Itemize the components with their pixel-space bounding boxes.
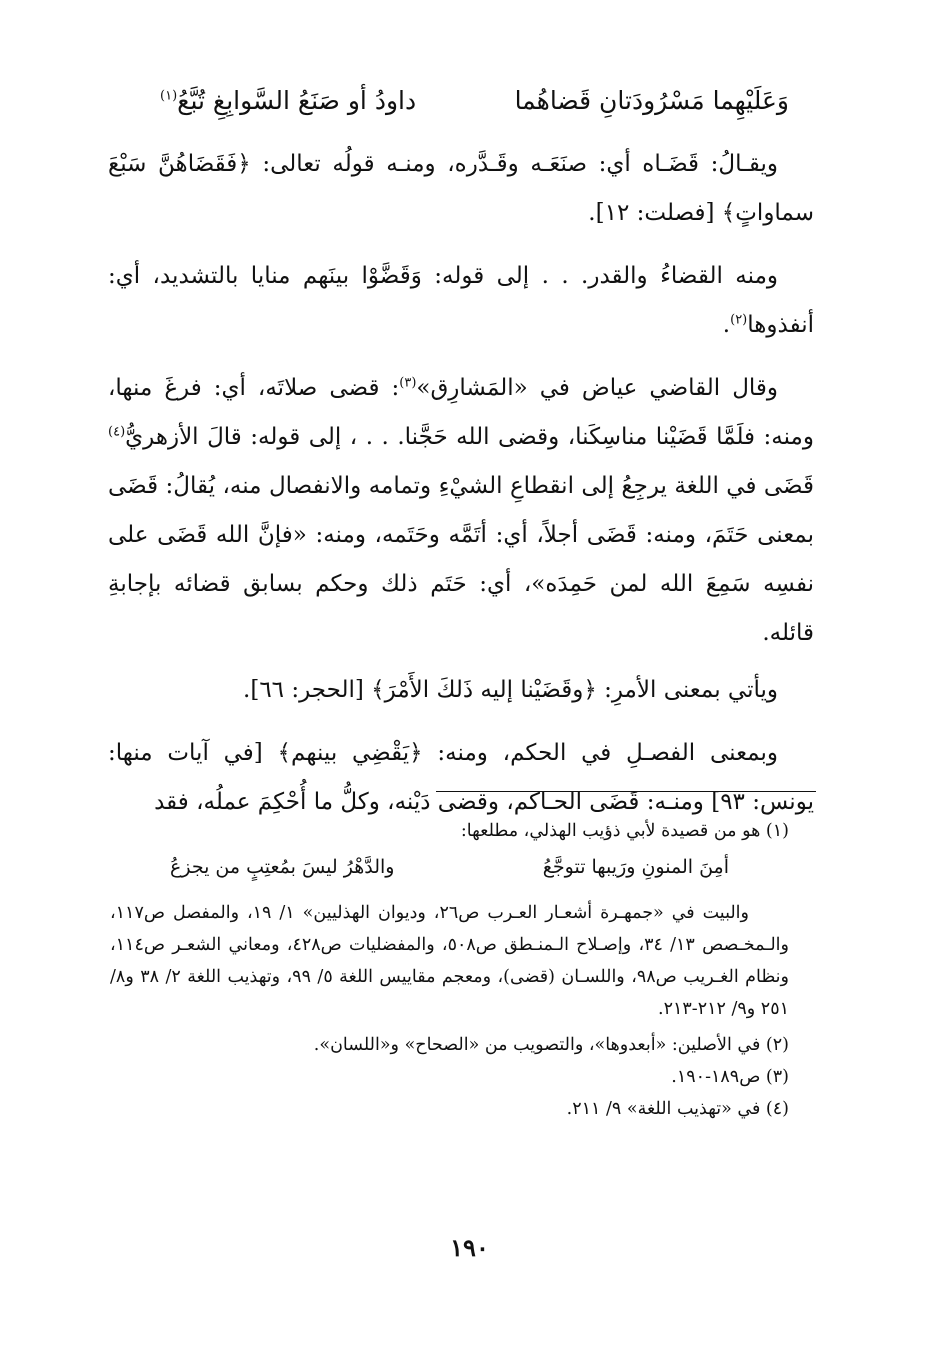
footnote-ref: (٢) [730,312,748,328]
verse-hemistich-second [160,86,416,115]
paragraph: وبمعنى الفصـلِ في الحكم، ومنه: ﴿يَقْضِي بينهم﴾ [في آيات منها: يونس: ٩٣] ومنـه: قَضَى الحـاكم، وقضى دَيْنه، وكلُّ ما أُحْكِمَ عملُه، فقد [108,740,814,815]
paragraph [108,252,814,350]
verse-hemistich-first [515,86,789,115]
footnote-4: (٤) في «تهذيب اللغة» ٩/ ٢١١. [566,1099,789,1119]
paragraph [108,364,814,658]
footnote-ref: (١) [160,88,178,104]
footnote-3: (٣) ص١٨٩-١٩٠. [671,1067,789,1087]
paragraph-text: : قضى صلاتَه، أي: فرغَ منها، ومنه: فلَمَّا قَضَيْنا مناسِكَنا، وقضى الله حَجَّنا. . . ، إلى قوله: قالَ الأزهريُّ [108,375,814,450]
verse-hemistich-second-text: داودُ أو صَنَعُ السَّوابِغِ تُبَّعُ [177,85,417,115]
footnote-ref: (٣) [399,375,417,391]
footnote-verse [170,851,729,883]
paragraph: ويقـالُ: قَضَـاه أي: صنَعَـه وقَـدَّره، ومنـه قولُه تعالى: ﴿فَقَضَاهُنَّ سَبْعَ سماواتٍ﴾ [فصلت: ١٢]. [108,151,814,226]
main-text [108,140,814,827]
paragraph: ويأتي بمعنى الأمرِ: ﴿وقَضَيْنا إليه ذَلكَ الأَمْرَ﴾ [الحجر: ٦٦]. [243,677,778,703]
footnote-1: (١) هو من قصيدة لأبي ذؤيب الهذلي، مطلعها: [460,821,789,841]
footnotes [110,815,789,1125]
verse-hemistich-first-text: وَعَلَيْهِما مَسْرُودَتانِ قَضاهُما [514,85,789,115]
footnote-2: (٢) في الأصلين: «أبعدوها»، والتصويب من «الصحاح» و«اللسان». [313,1035,789,1055]
paragraph-text: قَضَى في اللغة يرجِعُ إلى انقطاعِ الشيْءِ وتمامه والانفصال منه، يُقالُ: قَضَى بمعنى حَتَمَ، ومنه: قَضَى أجلاً، أي: أتَمَّه وحَتَمه، ومنه: «فإنَّ الله قَضَى على نفسِه سَمِعَ الله لمن حَمِدَه»، أي: حَتَم ذلك وحكم بسابق قضائه بإجابةِ قائله. [108,473,814,646]
footnote-1-source: والبيت في «جمهـرة أشعـار العـرب ص٢٦، وديوان الهذليين» ١/ ١٩، والمفصل ص١١٧، والـمخـصص ١٣/ ٣٤، وإصـلاح الـمنـطق ص٥٠٨، والمفضليات ص٤٢٨، ومعاني الشعـر ص١١٤، ونظام الغـريب ص٩٨، واللسـان (قضى)، ومعجم مقاييس اللغة ٥/ ٩٩، وتهذيب اللغة ٢/ ٣٨ و٨/ ٢٥١ و٩/ ٢١٢-٢١٣. [110,903,790,1019]
paragraph-text: وقال القاضي عياض في «المَشارِق» [416,375,779,401]
page-number: ١٩٠ [450,1233,489,1262]
footnote-verse-second: والدَّهْرُ ليسَ بمُعتِبٍ من يجزعُ [170,856,395,878]
paragraph-text: . [722,312,731,338]
footnote-ref: (٤) [108,424,126,440]
paragraph-text: ومنه القضاءُ والقدر. . . إلى قوله: وَقَضَّوْا بينَهم منايا بالتشديد، أي: أنفذوها [108,263,814,338]
footnote-verse-first: أمِنَ المنونِ ورَيبها تتوجَّعُ [542,856,729,878]
poetry-verse [160,80,789,120]
footnote-separator [436,791,816,792]
